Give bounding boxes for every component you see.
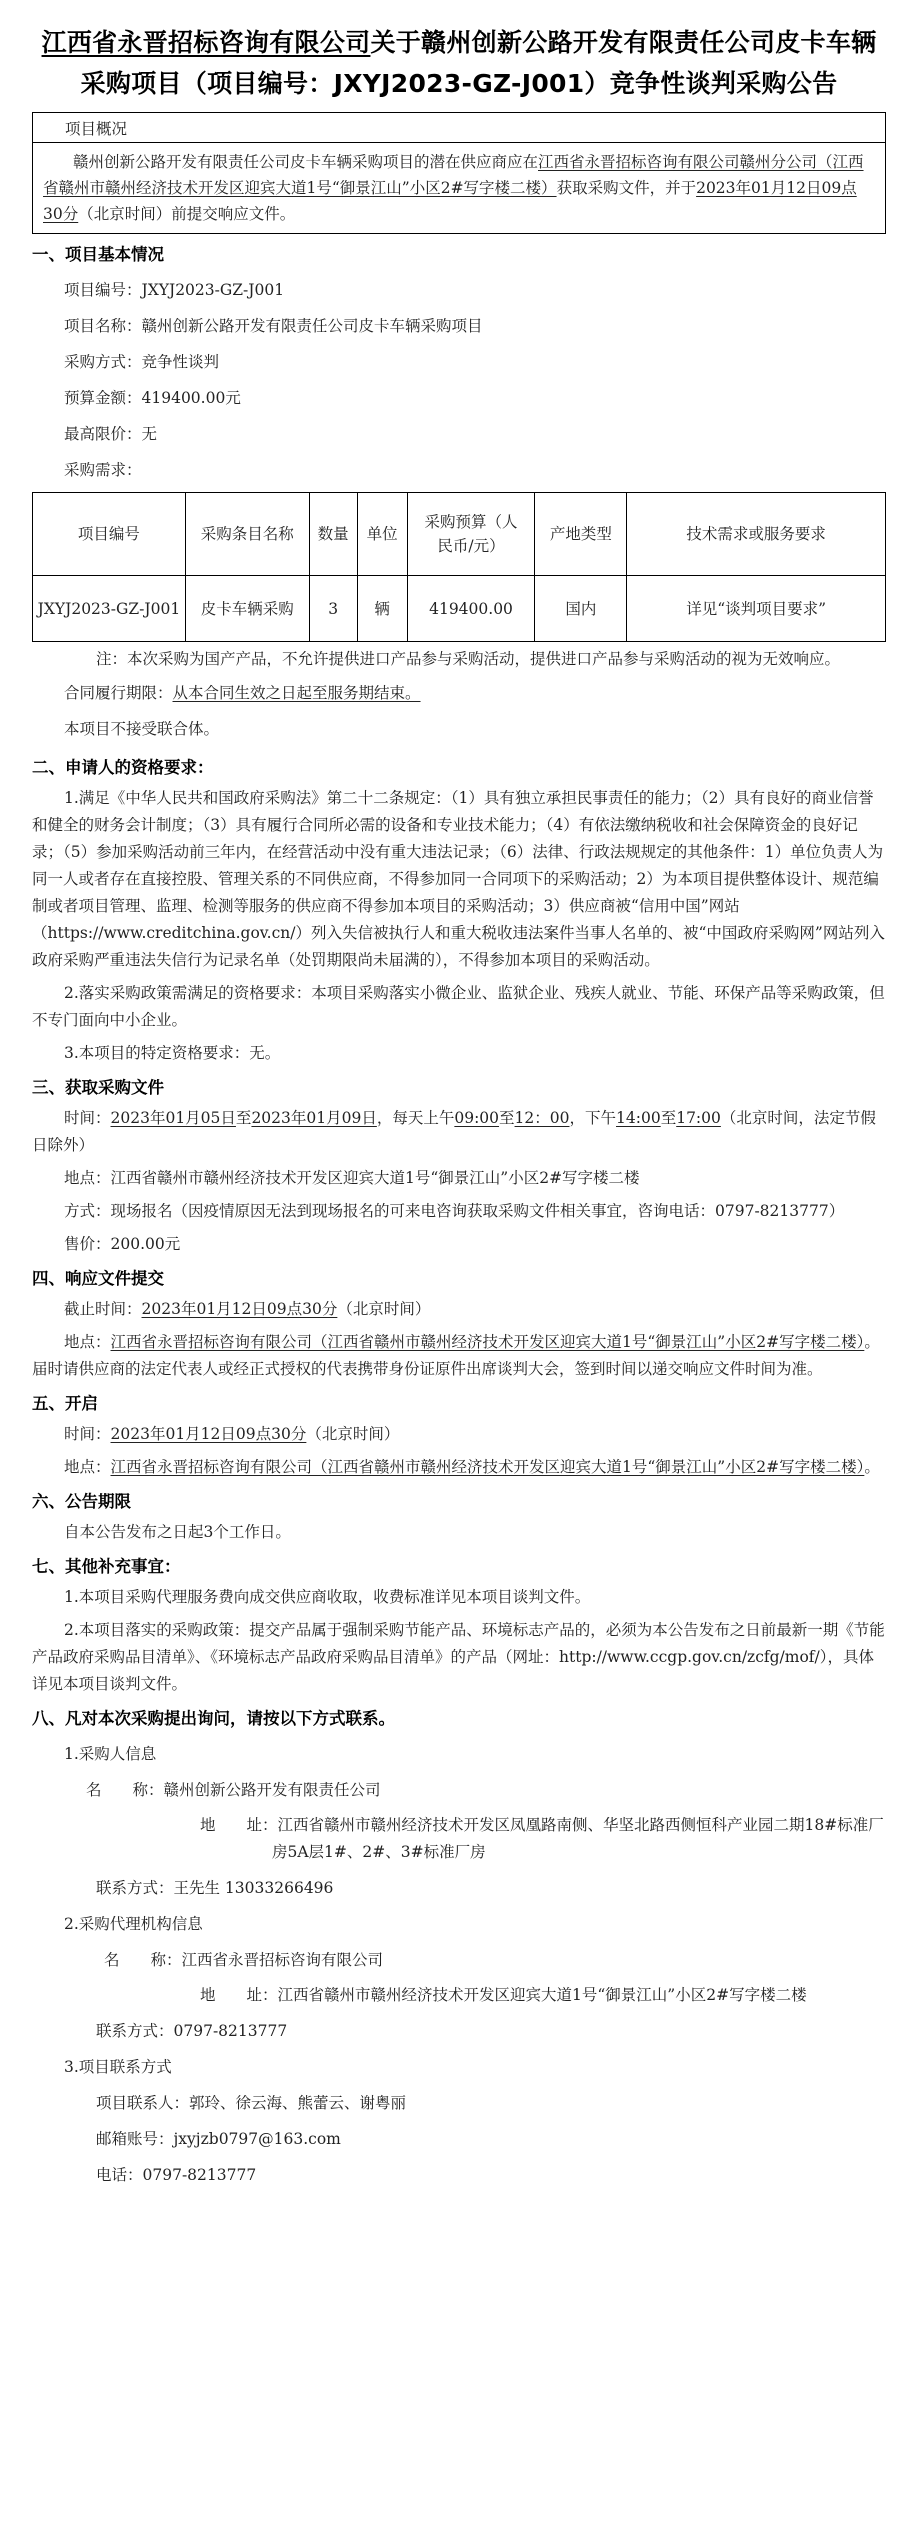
qualification-1: 1.满足《中华人民共和国政府采购法》第二十二条规定：（1）具有独立承担民事责任的能力；（2）具有良好的商业信誉和健全的财务会计制度；（3）具有履行合同所必需的设备和专业技术能力；（4）有依法缴纳税收和社会保障资金的良好记录；（5）参加采购活动前三年内，在经营活动中没有重大违法记录；（6）法律、行政法规规定的其他条件：1）单位负责人为同一人或者存在直接控股、管理关系的不同供应商，不得参加同一合同项下的采购活动；2）为本项目提供整体设计、规范编制或者项目管理、监理、检测等服务的供应商不得参加本项目的采购活动；3）供应商被“信用中国”网站（https://www.creditchina.gov.cn/）列入失信被执行人和重大税收违法案件当事人名单的、被“中国政府采购网”网站列入政府采购严重违法失信行为记录名单（处罚期限尚未届满的），不得参加本项目的采购活动。	[32, 789, 885, 969]
section-1-heading: 一、项目基本情况	[32, 245, 164, 264]
consortium-note: 本项目不接受联合体。	[64, 720, 220, 738]
project-contacts: 项目联系人：郭玲、徐云海、熊蕾云、谢粤丽	[96, 2094, 407, 2112]
table-cell: 详见“谈判项目要求”	[627, 576, 886, 642]
acquire-place: 地点：江西省赣州市赣州经济技术开发区迎宾大道1号“御景江山”小区2#写字楼二楼	[64, 1169, 640, 1187]
section-7-heading: 七、其他补充事宜：	[32, 1557, 181, 1576]
table-cell: 3	[309, 576, 357, 642]
agency-address: 地 址：江西省赣州市赣州经济技术开发区迎宾大道1号“御景江山”小区2#写字楼二楼	[200, 1986, 807, 2004]
section-6-heading: 六、公告期限	[32, 1492, 131, 1511]
submit-deadline: 截止时间：2023年01月12日09点30分（北京时间）	[64, 1300, 431, 1318]
contact-phone: 电话：0797-8213777	[96, 2166, 257, 2184]
table-header-row	[33, 493, 886, 576]
procurement-method: 采购方式：竞争性谈判	[64, 353, 220, 371]
project-name: 项目名称：赣州创新公路开发有限责任公司皮卡车辆采购项目	[64, 317, 483, 335]
section-5-heading: 五、开启	[32, 1394, 98, 1413]
section-8-heading: 八、凡对本次采购提出询问，请按以下方式联系。	[32, 1709, 395, 1728]
table-row	[33, 576, 886, 642]
section-4-heading: 四、响应文件提交	[32, 1269, 164, 1288]
demand-label: 采购需求：	[64, 461, 142, 479]
header-cell: 技术需求或服务要求	[627, 493, 886, 576]
acquire-time: 时间：2023年01月05日至2023年01月09日，每天上午09:00至12：00，下午14:00至17:00（北京时间，法定节假日除外）	[32, 1109, 876, 1154]
table-cell: 国内	[535, 576, 627, 642]
acquire-way: 方式：现场报名（因疫情原因无法到现场报名的可来电咨询获取采购文件相关事宜，咨询电话：0797-8213777）	[64, 1202, 845, 1220]
submit-place: 地点：江西省永晋招标咨询有限公司（江西省赣州市赣州经济技术开发区迎宾大道1号“御景江山”小区2#写字楼二楼）。届时请供应商的法定代表人或经正式授权的代表携带身份证原件出席谈判大会，签到时间以递交响应文件时间为准。	[32, 1333, 880, 1378]
header-cell: 产地类型	[535, 493, 627, 576]
overview-heading: 项目概况	[33, 113, 886, 143]
opening-time: 时间：2023年01月12日09点30分（北京时间）	[64, 1425, 400, 1443]
project-number: 项目编号：JXYJ2023-GZ-J001	[64, 281, 285, 299]
import-note: 注：本次采购为国产产品，不允许提供进口产品参与采购活动，提供进口产品参与采购活动的视为无效响应。	[96, 650, 841, 668]
document-title	[32, 22, 886, 104]
purchaser-name: 名 称：赣州创新公路开发有限责任公司	[86, 1781, 381, 1799]
title-agency: 江西省永晋招标咨询有限公司	[41, 28, 371, 57]
overview-deadline: 2023年01月12日09点30分	[43, 179, 857, 223]
requirements-table	[32, 492, 886, 642]
header-cell: 项目编号	[33, 493, 186, 576]
agency-name: 名 称：江西省永晋招标咨询有限公司	[104, 1951, 384, 1969]
agency-title: 2.采购代理机构信息	[64, 1915, 203, 1933]
header-cell: 采购条目名称	[185, 493, 309, 576]
table-cell: 辆	[357, 576, 407, 642]
section-3-heading: 三、获取采购文件	[32, 1078, 164, 1097]
table-cell: 皮卡车辆采购	[185, 576, 309, 642]
overview-agency-link: 江西省永晋招标咨询有限公司赣州分公司（江西省赣州市赣州经济技术开发区迎宾大道1号“御景江山”小区2#写字楼二楼）	[43, 153, 864, 197]
qualification-2: 2.落实采购政策需满足的资格要求：本项目采购落实小微企业、监狱企业、残疾人就业、节能、环保产品等采购政策，但不专门面向中小企业。	[32, 984, 885, 1029]
contract-period-value: 从本合同生效之日起至服务期结束。	[172, 684, 421, 702]
contact-email: 邮箱账号：jxyjzb0797@163.com	[96, 2130, 341, 2148]
agency-contact: 联系方式：0797-8213777	[96, 2022, 288, 2040]
table-cell: JXYJ2023-GZ-J001	[33, 576, 186, 642]
header-cell: 采购预算（人民币/元）	[407, 493, 535, 576]
supplement-2: 2.本项目落实的采购政策：提交产品属于强制采购节能产品、环境标志产品的，必须为本公告发布之日前最新一期《节能产品政府采购品目清单》、《环境标志产品政府采购品目清单》的产品（网址：http://www.ccgp.gov.cn/zcfg/mof/），具体详见本项目谈判文件。	[32, 1621, 885, 1693]
header-cell: 数量	[309, 493, 357, 576]
section-2-heading: 二、申请人的资格要求：	[32, 758, 214, 777]
table-cell: 419400.00	[407, 576, 535, 642]
overview-text: 赣州创新公路开发有限责任公司皮卡车辆采购项目的潜在供应商应在江西省永晋招标咨询有限公司赣州分公司（江西省赣州市赣州经济技术开发区迎宾大道1号“御景江山”小区2#写字楼二楼）获取采购文件，并于2023年01月12日09点30分（北京时间）前提交响应文件。	[33, 143, 886, 234]
max-price: 最高限价：无	[64, 425, 158, 443]
purchaser-address: 地 址：江西省赣州市赣州经济技术开发区凤凰路南侧、华坚北路西侧恒科产业园二期18#标准厂房5A层1#、2#、3#标准厂房	[200, 1816, 884, 1861]
header-cell: 单位	[357, 493, 407, 576]
notice-period: 自本公告发布之日起3个工作日。	[64, 1523, 291, 1541]
contract-period: 合同履行期限：从本合同生效之日起至服务期结束。	[64, 684, 421, 702]
project-contact-title: 3.项目联系方式	[64, 2058, 172, 2076]
opening-place: 地点：江西省永晋招标咨询有限公司（江西省赣州市赣州经济技术开发区迎宾大道1号“御景江山”小区2#写字楼二楼）。	[64, 1458, 880, 1476]
qualification-3: 3.本项目的特定资格要求：无。	[64, 1044, 281, 1062]
purchaser-title: 1.采购人信息	[64, 1745, 157, 1763]
document-price: 售价：200.00元	[64, 1235, 181, 1253]
supplement-1: 1.本项目采购代理服务费向成交供应商收取，收费标准详见本项目谈判文件。	[64, 1588, 591, 1606]
overview-box	[32, 112, 886, 234]
title-rest: 关于赣州创新公路开发有限责任公司皮卡车辆采购项目（项目编号：JXYJ2023-GZ-J001）竞争性谈判采购公告	[80, 28, 877, 98]
purchaser-contact: 联系方式：王先生 13033266496	[96, 1879, 334, 1897]
budget-amount: 预算金额：419400.00元	[64, 389, 241, 407]
